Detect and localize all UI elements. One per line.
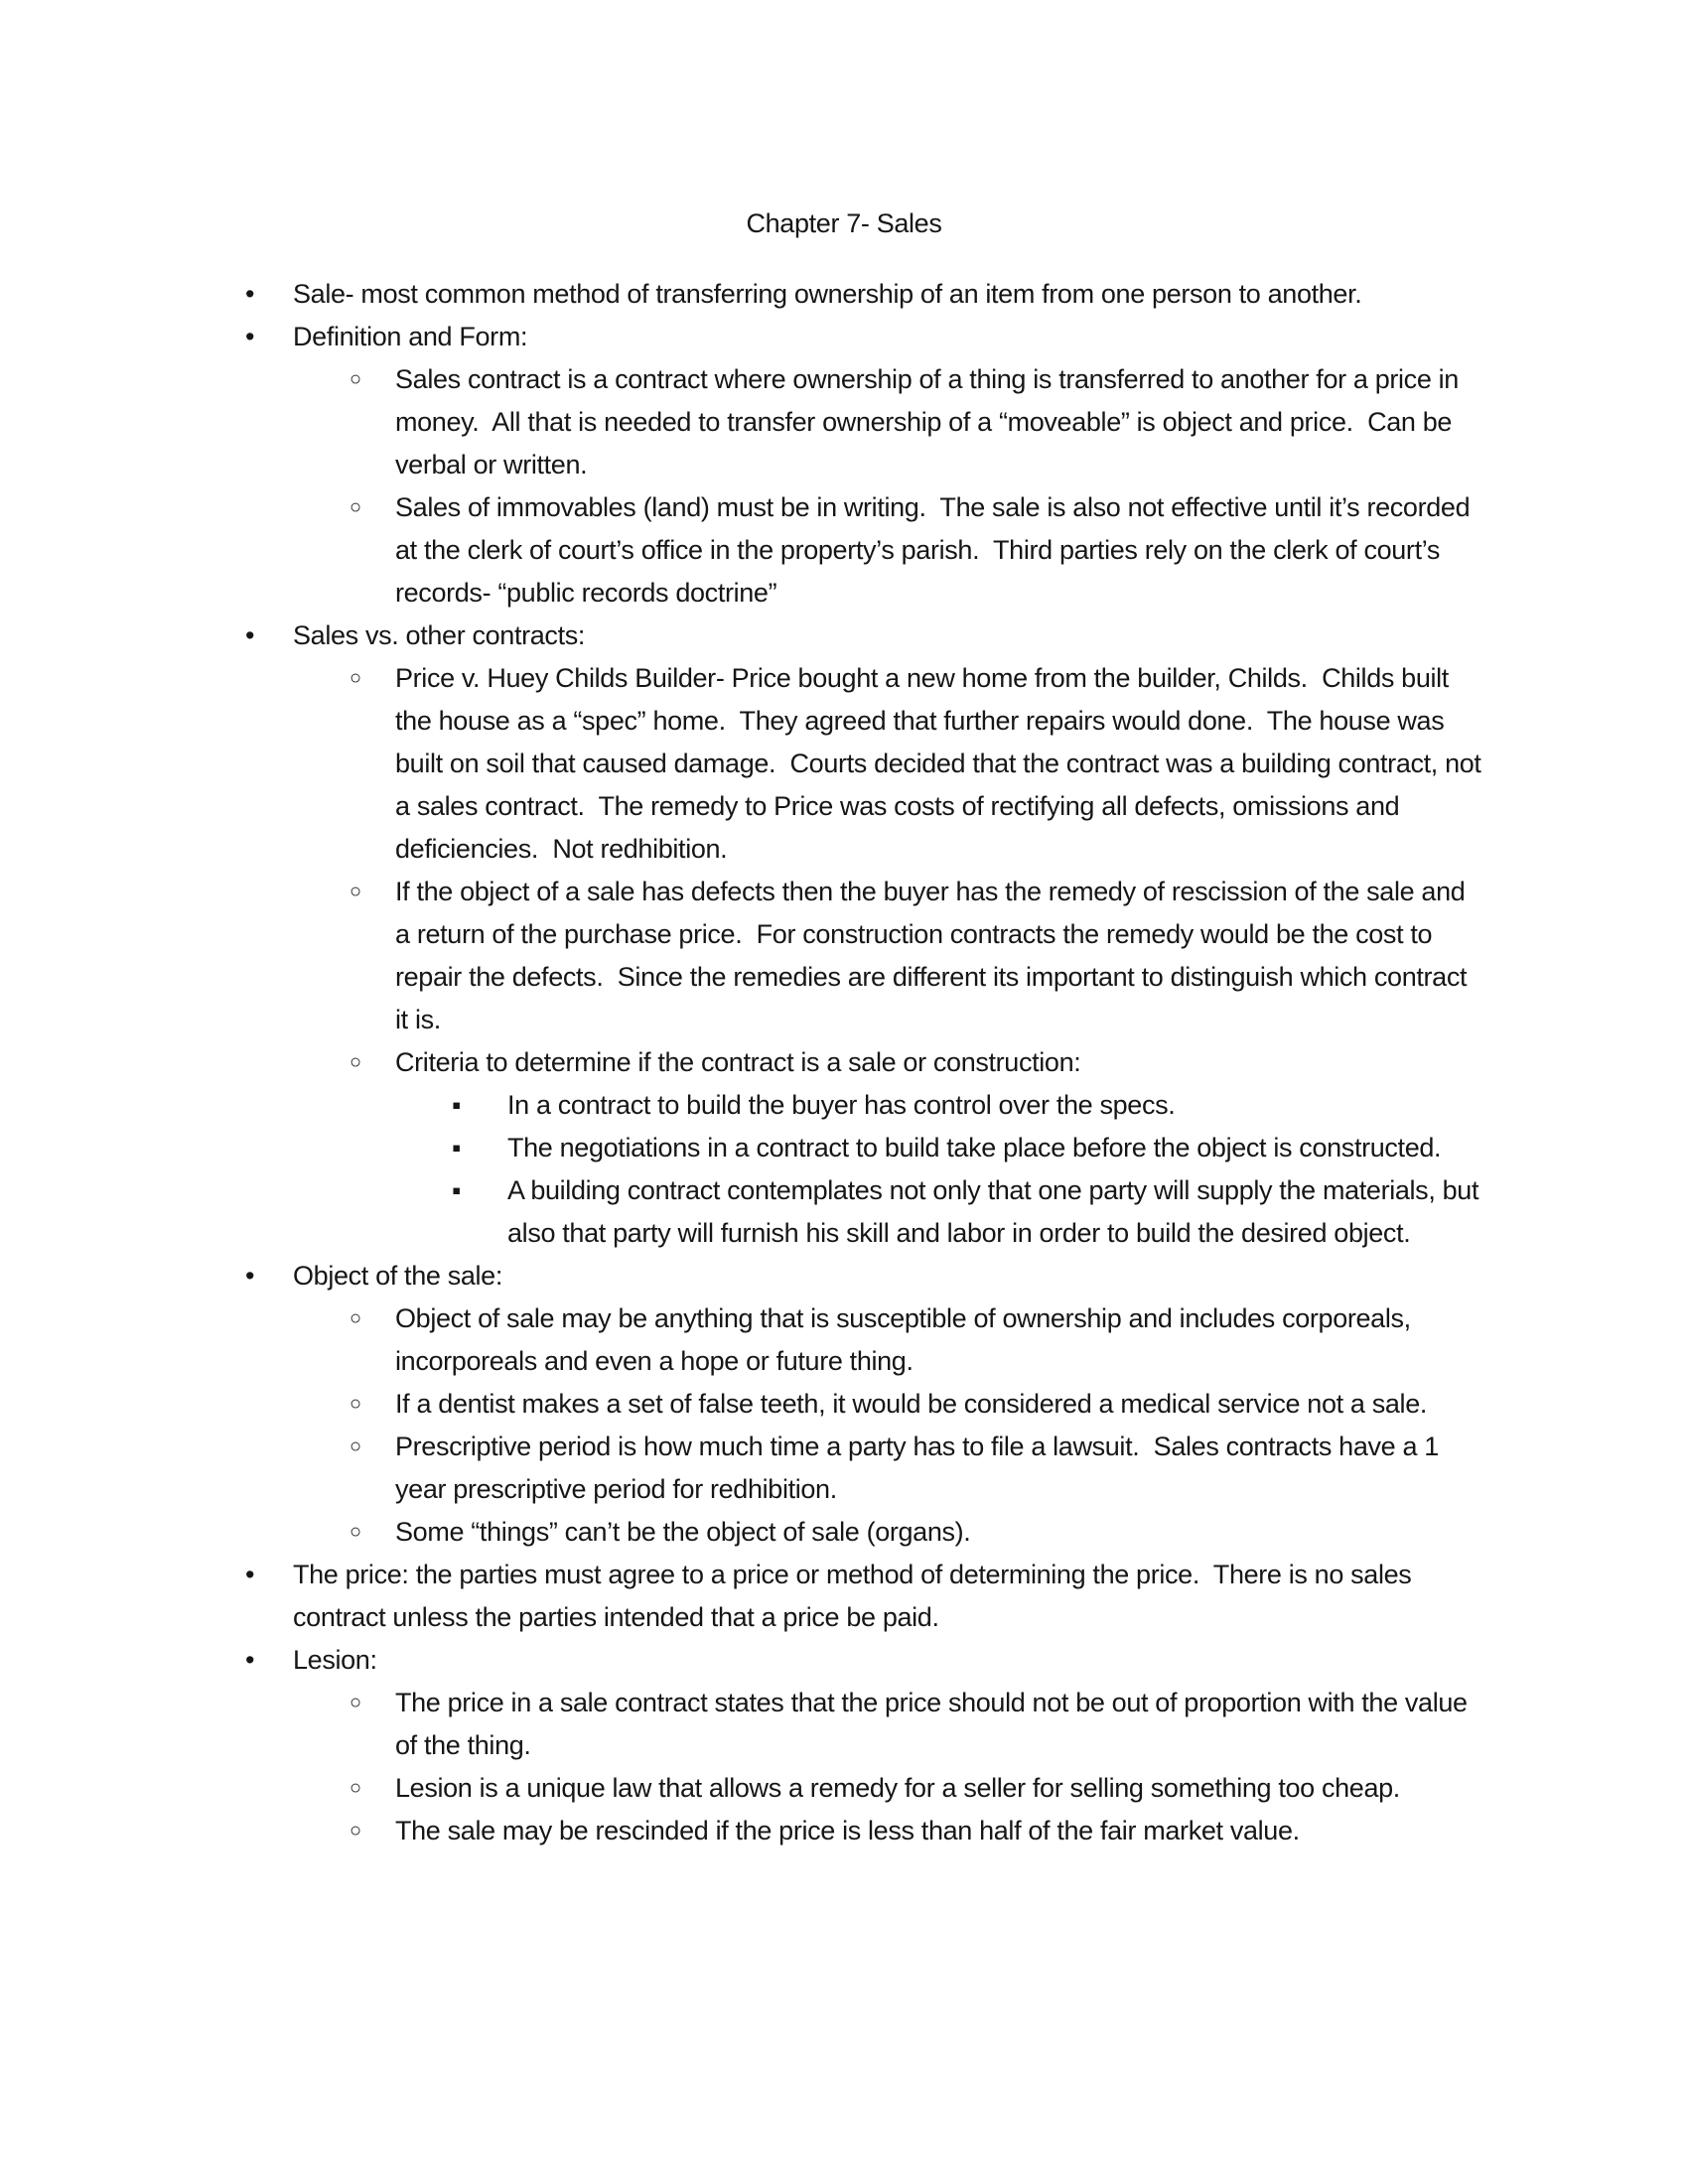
bullet-circle-icon: ○ [350,881,362,902]
outline-item-text: Sales contract is a contract where ownership of a thing is transferred to another for a price in money. All that is needed to transfer ownership of a “moveable” is object and price. Can be verbal or written. [395,364,1467,479]
outline-item [0,1383,1688,1426]
outline-item [0,1426,1688,1511]
bullet-disc-icon: • [245,322,255,351]
outline-item-text: Definition and Form: [293,322,528,351]
bullet-square-icon: ▪ [452,1133,462,1162]
bullet-circle-icon: ○ [350,1435,362,1457]
outline-item-text: Object of the sale: [293,1261,502,1291]
outline-item [0,1767,1688,1810]
outline-item [0,1169,1688,1255]
outline-item-text: Sale- most common method of transferring ownership of an item from one person to another. [293,279,1362,309]
bullet-disc-icon: • [245,1645,255,1675]
bullet-disc-icon: • [245,620,255,650]
outline-item-text: Criteria to determine if the contract is a sale or construction: [395,1047,1081,1077]
outline-item [0,316,1688,358]
outline-item-text: The price in a sale contract states that the price should not be out of proportion with the value of the thing. [395,1688,1475,1760]
outline-item-text: Lesion is a unique law that allows a remedy for a seller for selling something too cheap. [395,1773,1400,1803]
outline-item-text: The sale may be rescinded if the price is less than half of the fair market value. [395,1816,1300,1845]
outline-item [0,1084,1688,1127]
outline-item [0,486,1688,614]
outline-item [0,871,1688,1041]
bullet-square-icon: ▪ [452,1090,462,1120]
bullet-circle-icon: ○ [350,1393,362,1415]
outline-item [0,1127,1688,1169]
outline-item [0,1297,1688,1383]
outline-item [0,1639,1688,1682]
outline-item [0,657,1688,871]
outline-item [0,1810,1688,1852]
outline-item [0,1554,1688,1639]
outline-item-text: Sales of immovables (land) must be in writing. The sale is also not effective until it’s recorded at the clerk of court’s office in the property’s parish. Third parties rely on the clerk of court’s records- “public records doctrine” [395,492,1477,608]
outline-item [0,1511,1688,1554]
bullet-circle-icon: ○ [350,667,362,689]
bullet-square-icon: ▪ [452,1175,462,1205]
outline-item-text: If the object of a sale has defects then the buyer has the remedy of rescission of the sale and a return of the purchase price. For construction contracts the remedy would be the cost to repair the defects. Since the remedies are different its important to distinguish which contract it is. [395,877,1475,1034]
outline-item-text: Some “things” can’t be the object of sale (organs). [395,1517,971,1547]
outline-item [0,1682,1688,1767]
outline-item-text: In a contract to build the buyer has control over the specs. [507,1090,1176,1120]
bullet-circle-icon: ○ [350,1307,362,1329]
outline-item-text: Lesion: [293,1645,377,1675]
bullet-circle-icon: ○ [350,368,362,390]
document-title: Chapter 7- Sales [746,208,942,238]
outline-item [0,358,1688,486]
bullet-circle-icon: ○ [350,1521,362,1543]
outline-item [0,614,1688,657]
bullet-circle-icon: ○ [350,496,362,518]
outline-item-text: A building contract contemplates not only that one party will supply the materials, but also that party will furnish his skill and labor in order to build the desired object. [507,1175,1486,1248]
outline-item-text: Prescriptive period is how much time a party has to file a lawsuit. Sales contracts have a 1 year prescriptive period for redhibition. [395,1432,1447,1504]
outline [0,273,1688,1852]
outline-item-text: The price: the parties must agree to a price or method of determining the price. There is no sales contract unless the parties intended that a price be paid. [293,1560,1419,1632]
bullet-circle-icon: ○ [350,1820,362,1842]
outline-item [0,1255,1688,1297]
bullet-circle-icon: ○ [350,1692,362,1713]
bullet-disc-icon: • [245,1261,255,1291]
outline-item-text: Price v. Huey Childs Builder- Price bought a new home from the builder, Childs. Childs built the house as a “spec” home. They agreed that further repairs would done. The house was built on soil that caused damage. Courts decided that the contract was a building contract, not a sales contract. The remedy to Price was costs of rectifying all defects, omissions and deficiencies. Not redhibition. [395,663,1488,864]
outline-item-text: Sales vs. other contracts: [293,620,586,650]
outline-item-text: The negotiations in a contract to build take place before the object is constructed. [507,1133,1442,1162]
bullet-disc-icon: • [245,1560,255,1589]
outline-item-text: If a dentist makes a set of false teeth, it would be considered a medical service not a sale. [395,1389,1428,1419]
bullet-circle-icon: ○ [350,1777,362,1799]
outline-item [0,1041,1688,1084]
outline-item [0,273,1688,316]
bullet-disc-icon: • [245,279,255,309]
outline-item-text: Object of sale may be anything that is susceptible of ownership and includes corporeals, incorporeals and even a hope or future thing. [395,1303,1418,1376]
bullet-circle-icon: ○ [350,1051,362,1073]
